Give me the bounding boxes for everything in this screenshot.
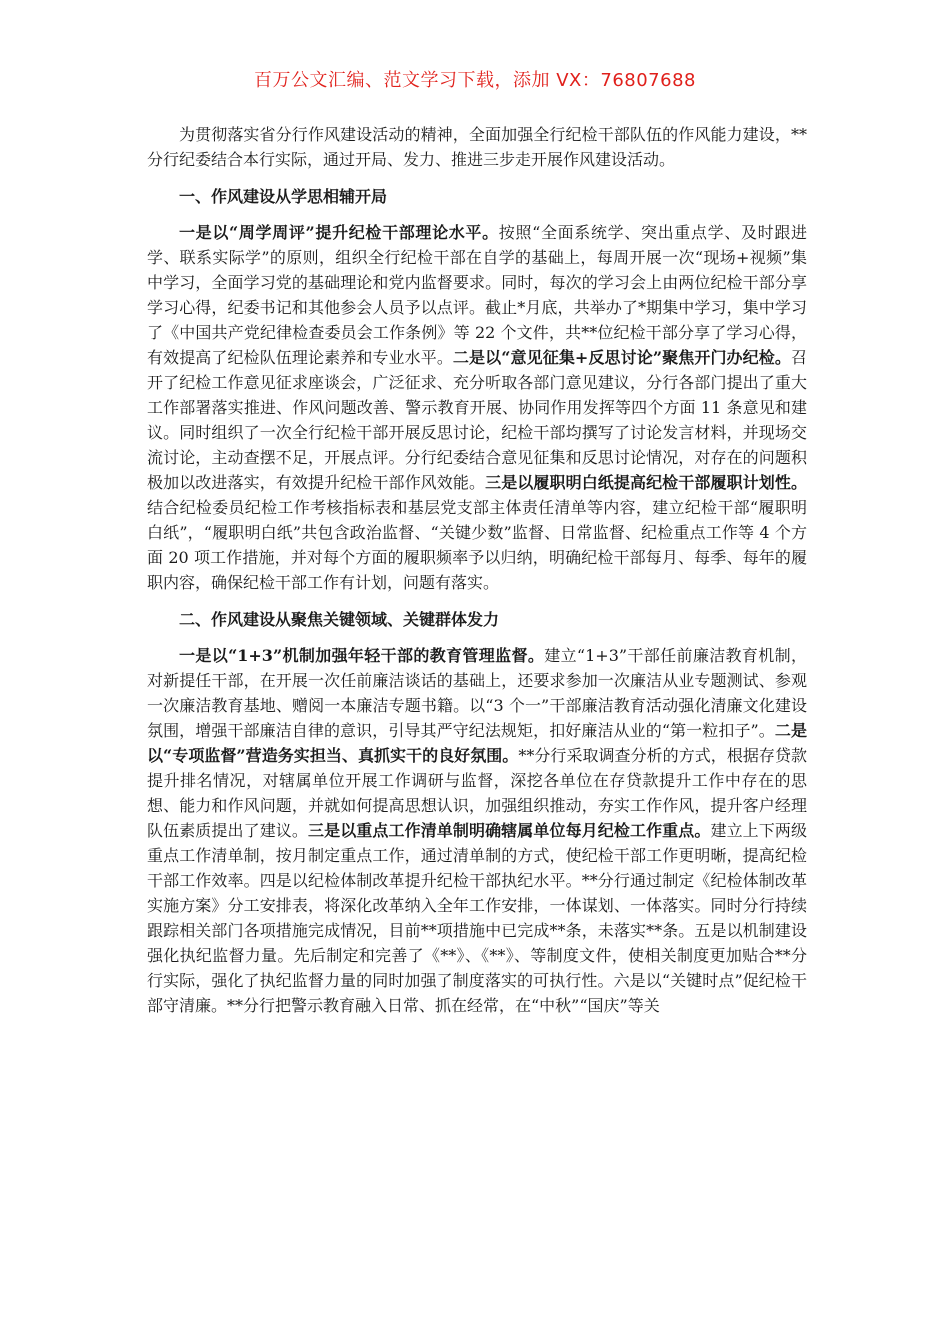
document-body bbox=[147, 122, 807, 1018]
section-2-paragraph bbox=[147, 643, 807, 1018]
section-1-point-2-title: 二是以“意见征集+反思讨论”聚焦开门办纪检。 bbox=[452, 348, 791, 367]
intro-paragraph: 为贯彻落实省分行作风建设活动的精神，全面加强全行纪检干部队伍的作风能力建设，**分行纪委结合本行实际，通过开局、发力、推进三步走开展作风建设活动。 bbox=[147, 125, 807, 169]
section-2-point-3-title: 三是以重点工作清单制明确辖属单位每月纪检工作重点。 bbox=[308, 821, 711, 840]
section-1-paragraph bbox=[147, 220, 807, 595]
header-banner: 百万公文汇编、范文学习下载，添加 VX：76807688 bbox=[254, 70, 696, 91]
section-2-point-1-text: 建立“1+3”干部任前廉洁教育机制，对新提任干部，在开展一次任前廉洁谈话的基础上，还要求参加一次廉洁从业专题测试、参观一次廉洁教育基地、赠阅一本廉洁专题书籍。以“3 个一”干部廉洁教育活动强化清廉文化建设氛围，增强干部廉洁自律的意识，引导其严守纪法规矩，扣好廉洁从业的“第一粒扣子”。 bbox=[147, 646, 807, 740]
section-2-heading: 二、作风建设从聚焦关键领域、关键群体发力 bbox=[179, 610, 500, 629]
section-2-point-3-text: 建立上下两级重点工作清单制，按月制定重点工作，通过清单制的方式，使纪检干部工作更明晰，提高纪检干部工作效率。四是以纪检体制改革提升纪检干部执纪水平。**分行通过制定《纪检体制改革实施方案》分工安排表，将深化改革纳入全年工作安排，一体谋划、一体落实。同时分行持续跟踪相关部门各项措施完成情况，目前**项措施中已完成**条，未落实**条。五是以机制建设强化执纪监督力量。先后制定和完善了《**》、《**》、等制度文件，使相关制度更加贴合**分行实际，强化了执纪监督力量的同时加强了制度落实的可执行性。六是以“关键时点”促纪检干部守清廉。**分行把警示教育融入日常、抓在经常，在“中秋”“国庆”等关 bbox=[147, 821, 807, 1015]
section-2-point-1-title: 一是以“1+3”机制加强年轻干部的教育管理监督。 bbox=[179, 646, 545, 665]
section-1-point-3-title: 三是以履职明白纸提高纪检干部履职计划性。 bbox=[485, 473, 807, 492]
section-1-point-3-text: 结合纪检委员纪检工作考核指标表和基层党支部主体责任清单等内容，建立纪检干部“履职明白纸”，“履职明白纸”共包含政治监督、“关键少数”监督、日常监督、纪检重点工作等 4 个方面 20 项工作措施，并对每个方面的履职频率予以归纳，明确纪检干部每月、每季、每年的履职内容，确保纪检干部工作有计划，问题有落实。 bbox=[147, 498, 807, 592]
section-1-point-1-text: 按照“全面系统学、突出重点学、及时跟进学、联系实际学”的原则，组织全行纪检干部在自学的基础上，每周开展一次“现场+视频”集中学习，全面学习党的基础理论和党内监督要求。同时，每次的学习会上由两位纪检干部分享学习心得，纪委书记和其他参会人员予以点评。截止*月底，共举办了*期集中学习，集中学习了《中国共产党纪律检查委员会工作条例》等 22 个文件，共**位纪检干部分享了学习心得，有效提高了纪检队伍理论素养和专业水平。 bbox=[147, 223, 807, 367]
section-1-point-2-text: 召开了纪检工作意见征求座谈会，广泛征求、充分听取各部门意见建议，分行各部门提出了重大工作部署落实推进、作风问题改善、警示教育开展、协同作用发挥等四个方面 11 条意见和建议。同时组织了一次全行纪检干部开展反思讨论，纪检干部均撰写了讨论发言材料，并现场交流讨论，主动查摆不足，开展点评。分行纪委结合意见征集和反思讨论情况，对存在的问题积极加以改进落实，有效提升纪检干部作风效能。 bbox=[147, 348, 807, 492]
section-1-heading: 一、作风建设从学思相辅开局 bbox=[179, 187, 388, 206]
section-2-point-2-text: **分行采取调查分析的方式，根据存贷款提升排名情况，对辖属单位开展工作调研与监督，深挖各单位在存贷款提升工作中存在的思想、能力和作风问题，并就如何提高思想认识，加强组织推动，夯实工作作风，提升客户经理队伍素质提出了建议。 bbox=[147, 746, 807, 840]
section-2-point-2-title: 二是以“专项监督”营造务实担当、真抓实干的良好氛围。 bbox=[147, 721, 807, 765]
section-1-point-1-title: 一是以“周学周评”提升纪检干部理论水平。 bbox=[179, 223, 499, 242]
